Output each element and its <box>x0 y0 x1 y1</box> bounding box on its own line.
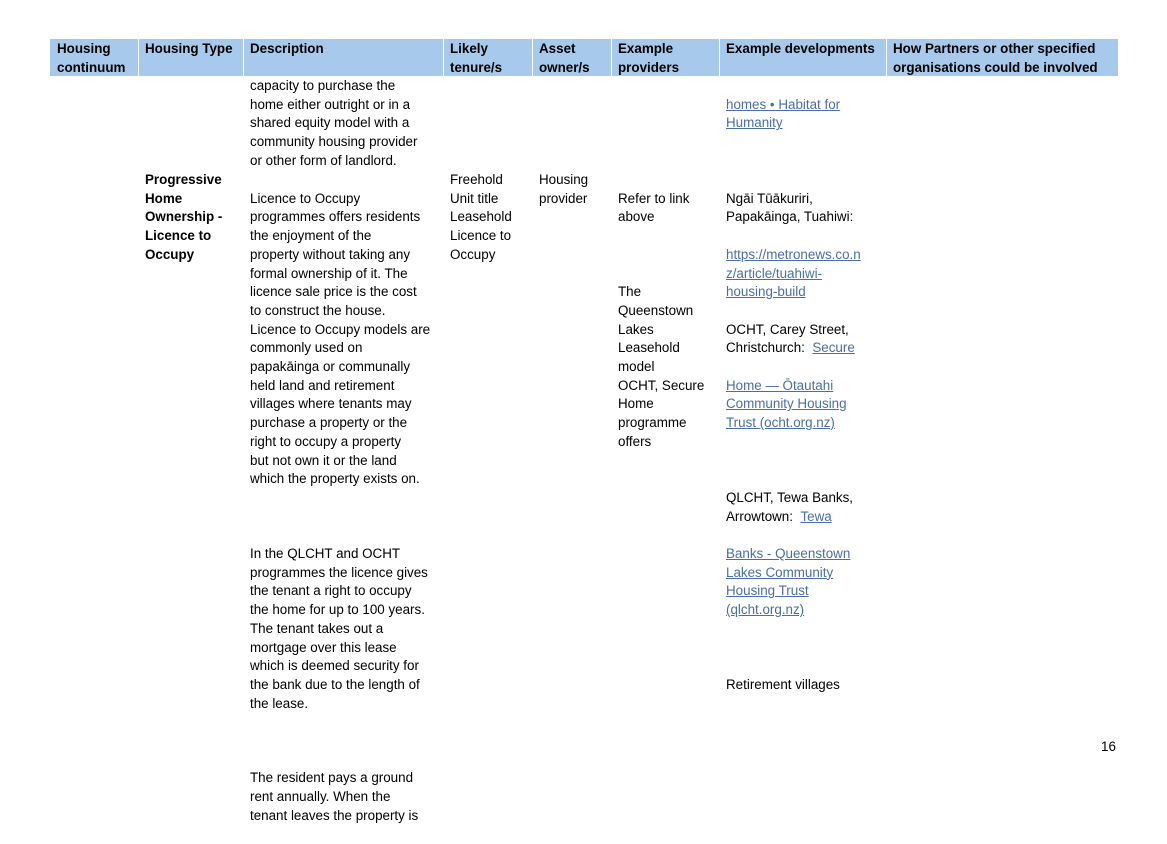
secure-home-link[interactable]: Secure <box>812 340 855 356</box>
qlcht-link[interactable]: Banks - Queenstown Lakes Community Housing Trust (qlcht.org.nz) <box>726 546 851 618</box>
header-housing-type: Housing Type <box>145 41 233 56</box>
development-text: Ngāi Tūākuriri, Papakāinga, Tuahiwi: <box>726 190 854 225</box>
header-divider <box>886 39 887 76</box>
header-divider <box>611 39 612 76</box>
header-example-developments: Example developments <box>726 41 875 56</box>
header-divider <box>138 39 139 76</box>
tewa-banks-link[interactable]: Tewa <box>800 508 832 524</box>
header-asset-owner: Asset owner/s <box>539 41 590 75</box>
header-example-providers: Example providers <box>618 41 680 75</box>
providers-text: The Queenstown Lakes Leasehold model OCHT, Secure Home programme offers <box>618 284 705 449</box>
asset-owner-cell: Housing provider <box>539 172 589 206</box>
header-likely-tenure: Likely tenure/s <box>450 41 503 75</box>
header-housing-continuum: Housing continuum <box>57 41 126 75</box>
description-paragraph: The resident pays a ground rent annually. When the tenant leaves the property is <box>250 770 419 823</box>
development-text: Retirement villages <box>726 676 840 692</box>
ocht-link[interactable]: Home — Ōtautahi Community Housing Trust (ocht.org.nz) <box>726 377 847 431</box>
header-divider <box>443 39 444 76</box>
habitat-for-humanity-link[interactable]: homes • Habitat for Humanity <box>726 96 841 131</box>
table-header-row <box>50 39 1118 76</box>
header-partners-involvement: How Partners or other specified organisations could be involved <box>893 41 1098 75</box>
continued-development-link[interactable] <box>726 77 840 133</box>
description-paragraph: Licence to Occupy programmes offers residents the enjoyment of the property without taking any formal ownership of it. The licence sale price is the cost to construct the house. Licence to Occupy models are commonly used on papakāinga or communally held land and retirement villages where tenants may purchase a property or the right to occupy a property but not own it or the land which the property exists on. <box>250 190 431 487</box>
housing-type-cell: Progressive Home Ownership - Licence to Occupy <box>145 172 223 262</box>
developments-cell <box>726 171 861 713</box>
tenure-cell: Freehold Unit title Leasehold Licence to Occupy <box>450 172 512 262</box>
header-description: Description <box>250 41 324 56</box>
metronews-link[interactable]: https://metronews.co.n z/article/tuahiwi- housing-build <box>726 246 861 300</box>
header-divider <box>243 39 244 76</box>
providers-cell <box>618 171 704 470</box>
header-divider <box>532 39 533 76</box>
development-text: OCHT, Carey Street, Christchurch: Secure <box>726 321 855 356</box>
description-paragraph: In the QLCHT and OCHT programmes the licence gives the tenant a right to occupy the home for up to 100 years. The tenant takes out a mortgage over this lease which is deemed security for the bank due to the length of the lease. <box>250 546 428 711</box>
description-cell <box>250 171 430 844</box>
development-text: QLCHT, Tewa Banks, Arrowtown: Tewa <box>726 489 854 524</box>
header-divider <box>719 39 720 76</box>
providers-text: Refer to link above <box>618 190 690 225</box>
page-number: 16 <box>1101 739 1116 754</box>
continued-description: capacity to purchase the home either outright or in a shared equity model with a community housing provider or other form of landlord. <box>250 78 418 168</box>
